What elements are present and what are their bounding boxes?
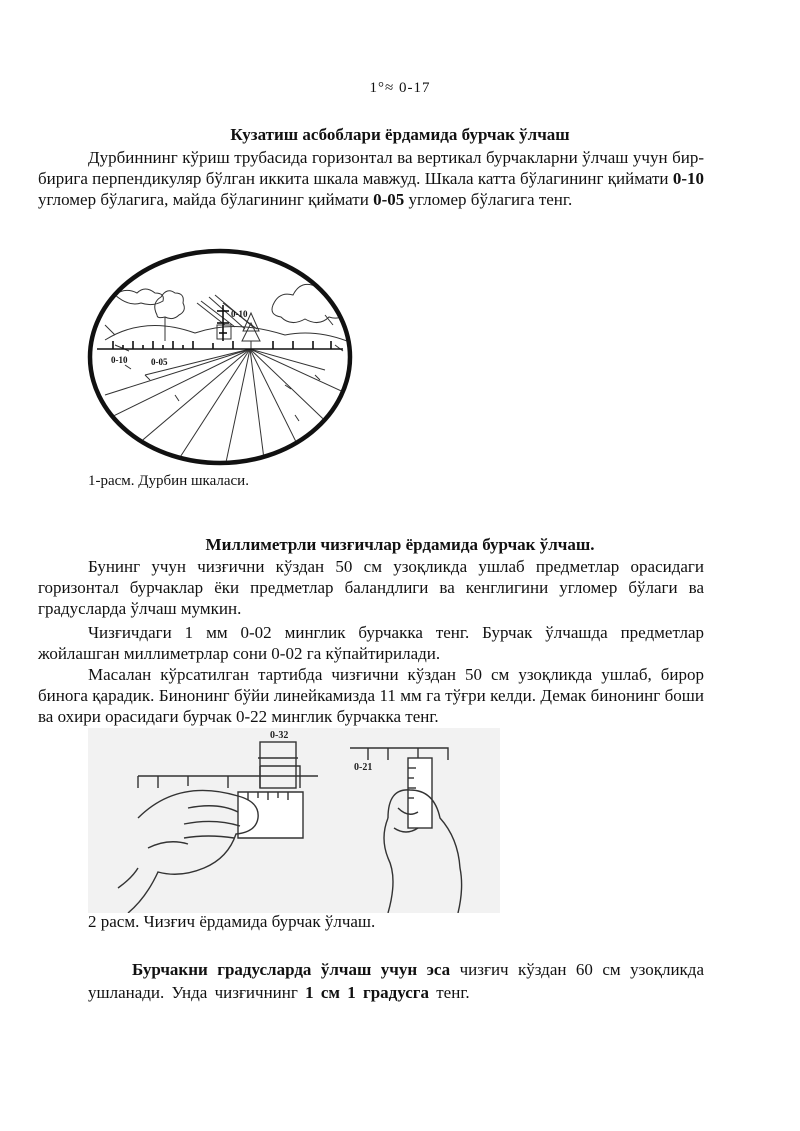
ruler-measurement-figure xyxy=(88,728,500,913)
section3-text-1: чизғич кўздан 60 см узоқликда ушланади. Унда чизғичнинг xyxy=(88,960,704,1002)
section3-paragraph xyxy=(88,958,704,1004)
section1-text-3: угломер бўлагига тенг. xyxy=(404,190,573,209)
angle-formula: 1°≈ 0-17 xyxy=(369,80,431,96)
section1-text-2: угломер бўлагига, майда бўлагининг қиймати xyxy=(38,190,374,209)
section3-text-2: тенг. xyxy=(429,983,470,1002)
section2-paragraph-2: Чизғичдаги 1 мм 0-02 минглик бурчакка тенг. Бурчак ўлчашда предметлар жойлашган миллиметрлар сони 0-02 га кўпайтирилади. xyxy=(38,623,704,663)
section1-bold-1: 0-10 xyxy=(672,169,704,188)
figure1-caption: 1-расм. Дурбин шкаласи. xyxy=(88,473,249,489)
section1-text-1: Дурбиннинг кўриш трубасида горизонтал ва вертикал бурчакларни ўлчаш учун бир-бирига перпендикуляр бўлган иккита шкала мавжуд. Шкала катта бўлагининг қиймати xyxy=(38,148,704,188)
section3-bold-1: Бурчакни градусларда ўлчаш учун эса xyxy=(132,960,451,979)
ruler-label-a: 0-32 xyxy=(270,730,289,741)
section1-heading: Кузатиш асбоблари ёрдамида бурчак ўлчаш xyxy=(230,125,570,144)
section2-heading: Миллиметрли чизғичлар ёрдамида бурчак ўлчаш. xyxy=(205,535,595,554)
ruler-label-b: 0-21 xyxy=(354,762,373,773)
section1-paragraph xyxy=(38,147,704,210)
section2-paragraph-3: Масалан кўрсатилган тартибда чизғични кўздан 50 см узоқликда ушлаб, бирор бинога қарадик. Бинонинг бўйи линейкамизда 11 мм га тўғри келди. Демак бинонинг боши ва охири орасидаги бурчак 0-22 минглик бурчакка тенг. xyxy=(38,665,704,726)
vertical-scale-label: 0-10 xyxy=(231,309,248,319)
binocular-scale-figure xyxy=(85,245,360,467)
figure2-caption: 2 расм. Чизғич ёрдамида бурчак ўлчаш. xyxy=(88,912,376,931)
section1-bold-2: 0-05 xyxy=(373,190,405,209)
section3-bold-2: 1 см 1 градусга xyxy=(305,983,429,1002)
horizontal-scale-label-small: 0-05 xyxy=(151,357,168,367)
horizontal-scale-label-large: 0-10 xyxy=(111,355,128,365)
section2-paragraph-1: Бунинг учун чизғични кўздан 50 см узоқликда ушлаб предметлар орасидаги горизонтал бурчаклар ёки предметлар баландлиги ва кенглигини угломер бўлаги ва градусларда ўлчаш мумкин. xyxy=(38,557,704,618)
